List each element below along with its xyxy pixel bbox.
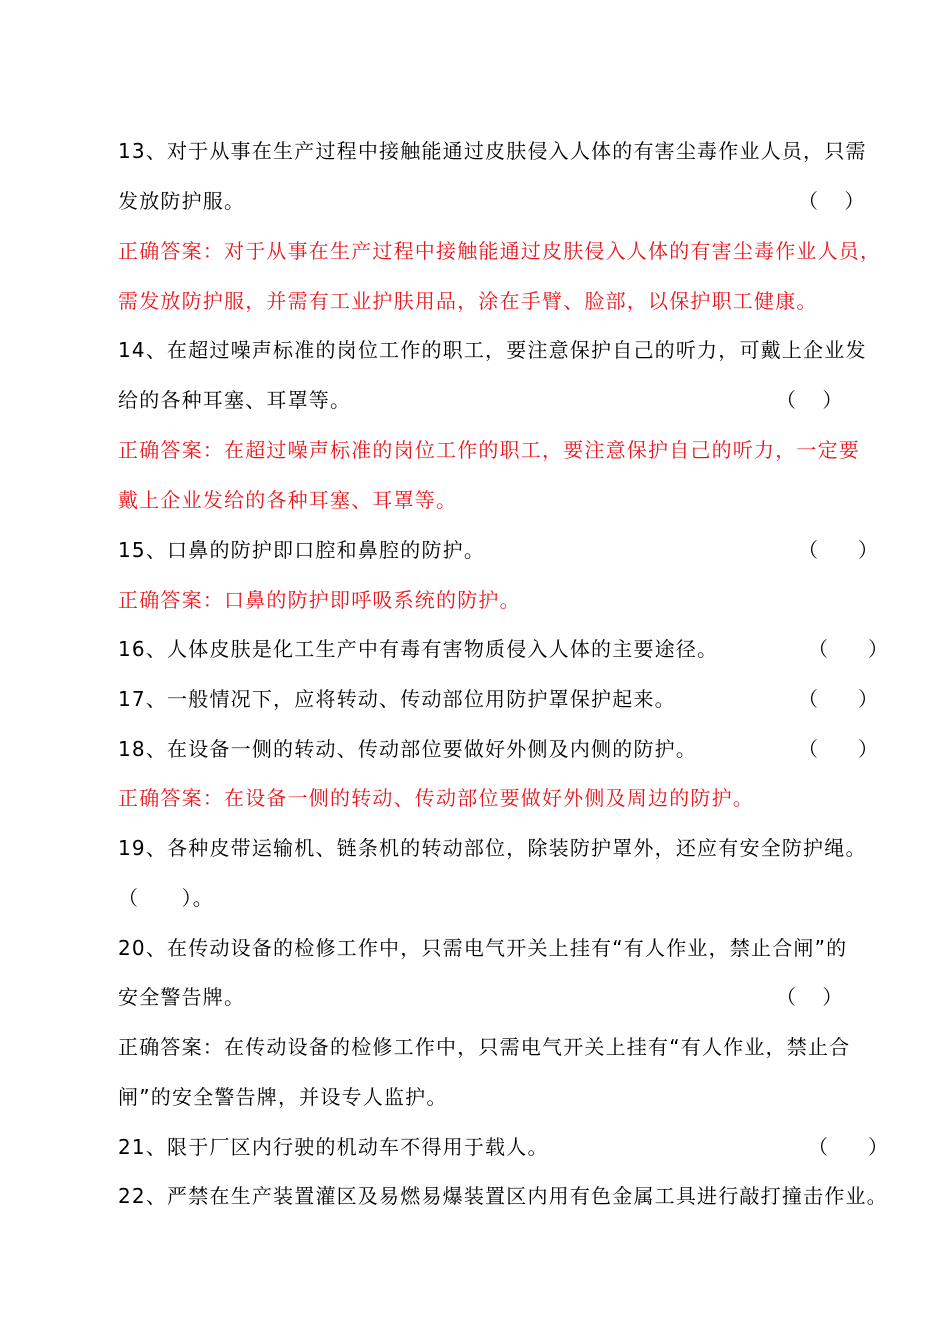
question-22: 22、严禁在生产装置灌区及易燃易爆装置区内用有色金属工具进行敲打撞击作业。 bbox=[118, 1184, 888, 1208]
question-20-line-1: 20、在传动设备的检修工作中，只需电气开关上挂有“有人作业，禁止合闸”的 bbox=[118, 936, 848, 960]
question-14-line-2: 给的各种耳塞、耳罩等。 bbox=[118, 388, 352, 412]
question-15: 15、口鼻的防护即口腔和鼻腔的防护。 bbox=[118, 538, 486, 562]
question-13-line-2: 发放防护服。 bbox=[118, 189, 246, 213]
question-20-line-2: 安全警告牌。 bbox=[118, 985, 246, 1009]
answer-20-line-2: 闸”的安全警告牌，并设专人监护。 bbox=[118, 1085, 448, 1109]
question-18-answer-blank: （ ） bbox=[798, 737, 878, 761]
answer-20-line-1: 正确答案：在传动设备的检修工作中，只需电气开关上挂有“有人作业，禁止合 bbox=[118, 1035, 851, 1059]
question-18: 18、在设备一侧的转动、传动部位要做好外侧及内侧的防护。 bbox=[118, 737, 698, 761]
answer-14-line-1: 正确答案：在超过噪声标准的岗位工作的职工，要注意保护自己的听力，一定要 bbox=[118, 438, 860, 462]
question-16-answer-blank: （ ） bbox=[808, 637, 888, 661]
answer-13-line-2: 需发放防护服，并需有工业护肤用品，涂在手臂、脸部，以保护职工健康。 bbox=[118, 289, 818, 313]
question-17-answer-blank: （ ） bbox=[798, 687, 878, 711]
question-17: 17、一般情况下，应将转动、传动部位用防护罩保护起来。 bbox=[118, 687, 676, 711]
answer-18: 正确答案：在设备一侧的转动、传动部位要做好外侧及周边的防护。 bbox=[118, 786, 754, 810]
question-21-answer-blank: （ ） bbox=[808, 1135, 888, 1159]
question-19-line-2: （ ）。 bbox=[118, 886, 214, 910]
answer-13-line-1: 正确答案：对于从事在生产过程中接触能通过皮肤侵入人体的有害尘毒作业人员， bbox=[118, 239, 882, 263]
question-14-line-1: 14、在超过噪声标准的岗位工作的职工，要注意保护自己的听力，可戴上企业发 bbox=[118, 338, 867, 362]
question-20-answer-blank: （ ） bbox=[776, 985, 843, 1009]
answer-14-line-2: 戴上企业发给的各种耳塞、耳罩等。 bbox=[118, 488, 458, 512]
question-15-answer-blank: （ ） bbox=[798, 538, 878, 562]
answer-15: 正确答案：口鼻的防护即呼吸系统的防护。 bbox=[118, 588, 521, 612]
question-13-line-1: 13、对于从事在生产过程中接触能通过皮肤侵入人体的有害尘毒作业人员，只需 bbox=[118, 139, 867, 163]
question-21: 21、限于厂区内行驶的机动车不得用于载人。 bbox=[118, 1135, 549, 1159]
question-13-answer-blank: （ ） bbox=[798, 189, 865, 213]
question-19-line-1: 19、各种皮带运输机、链条机的转动部位，除装防护罩外，还应有安全防护绳。 bbox=[118, 836, 867, 860]
question-14-answer-blank: （ ） bbox=[776, 388, 843, 412]
question-16: 16、人体皮肤是化工生产中有毒有害物质侵入人体的主要途径。 bbox=[118, 637, 719, 661]
